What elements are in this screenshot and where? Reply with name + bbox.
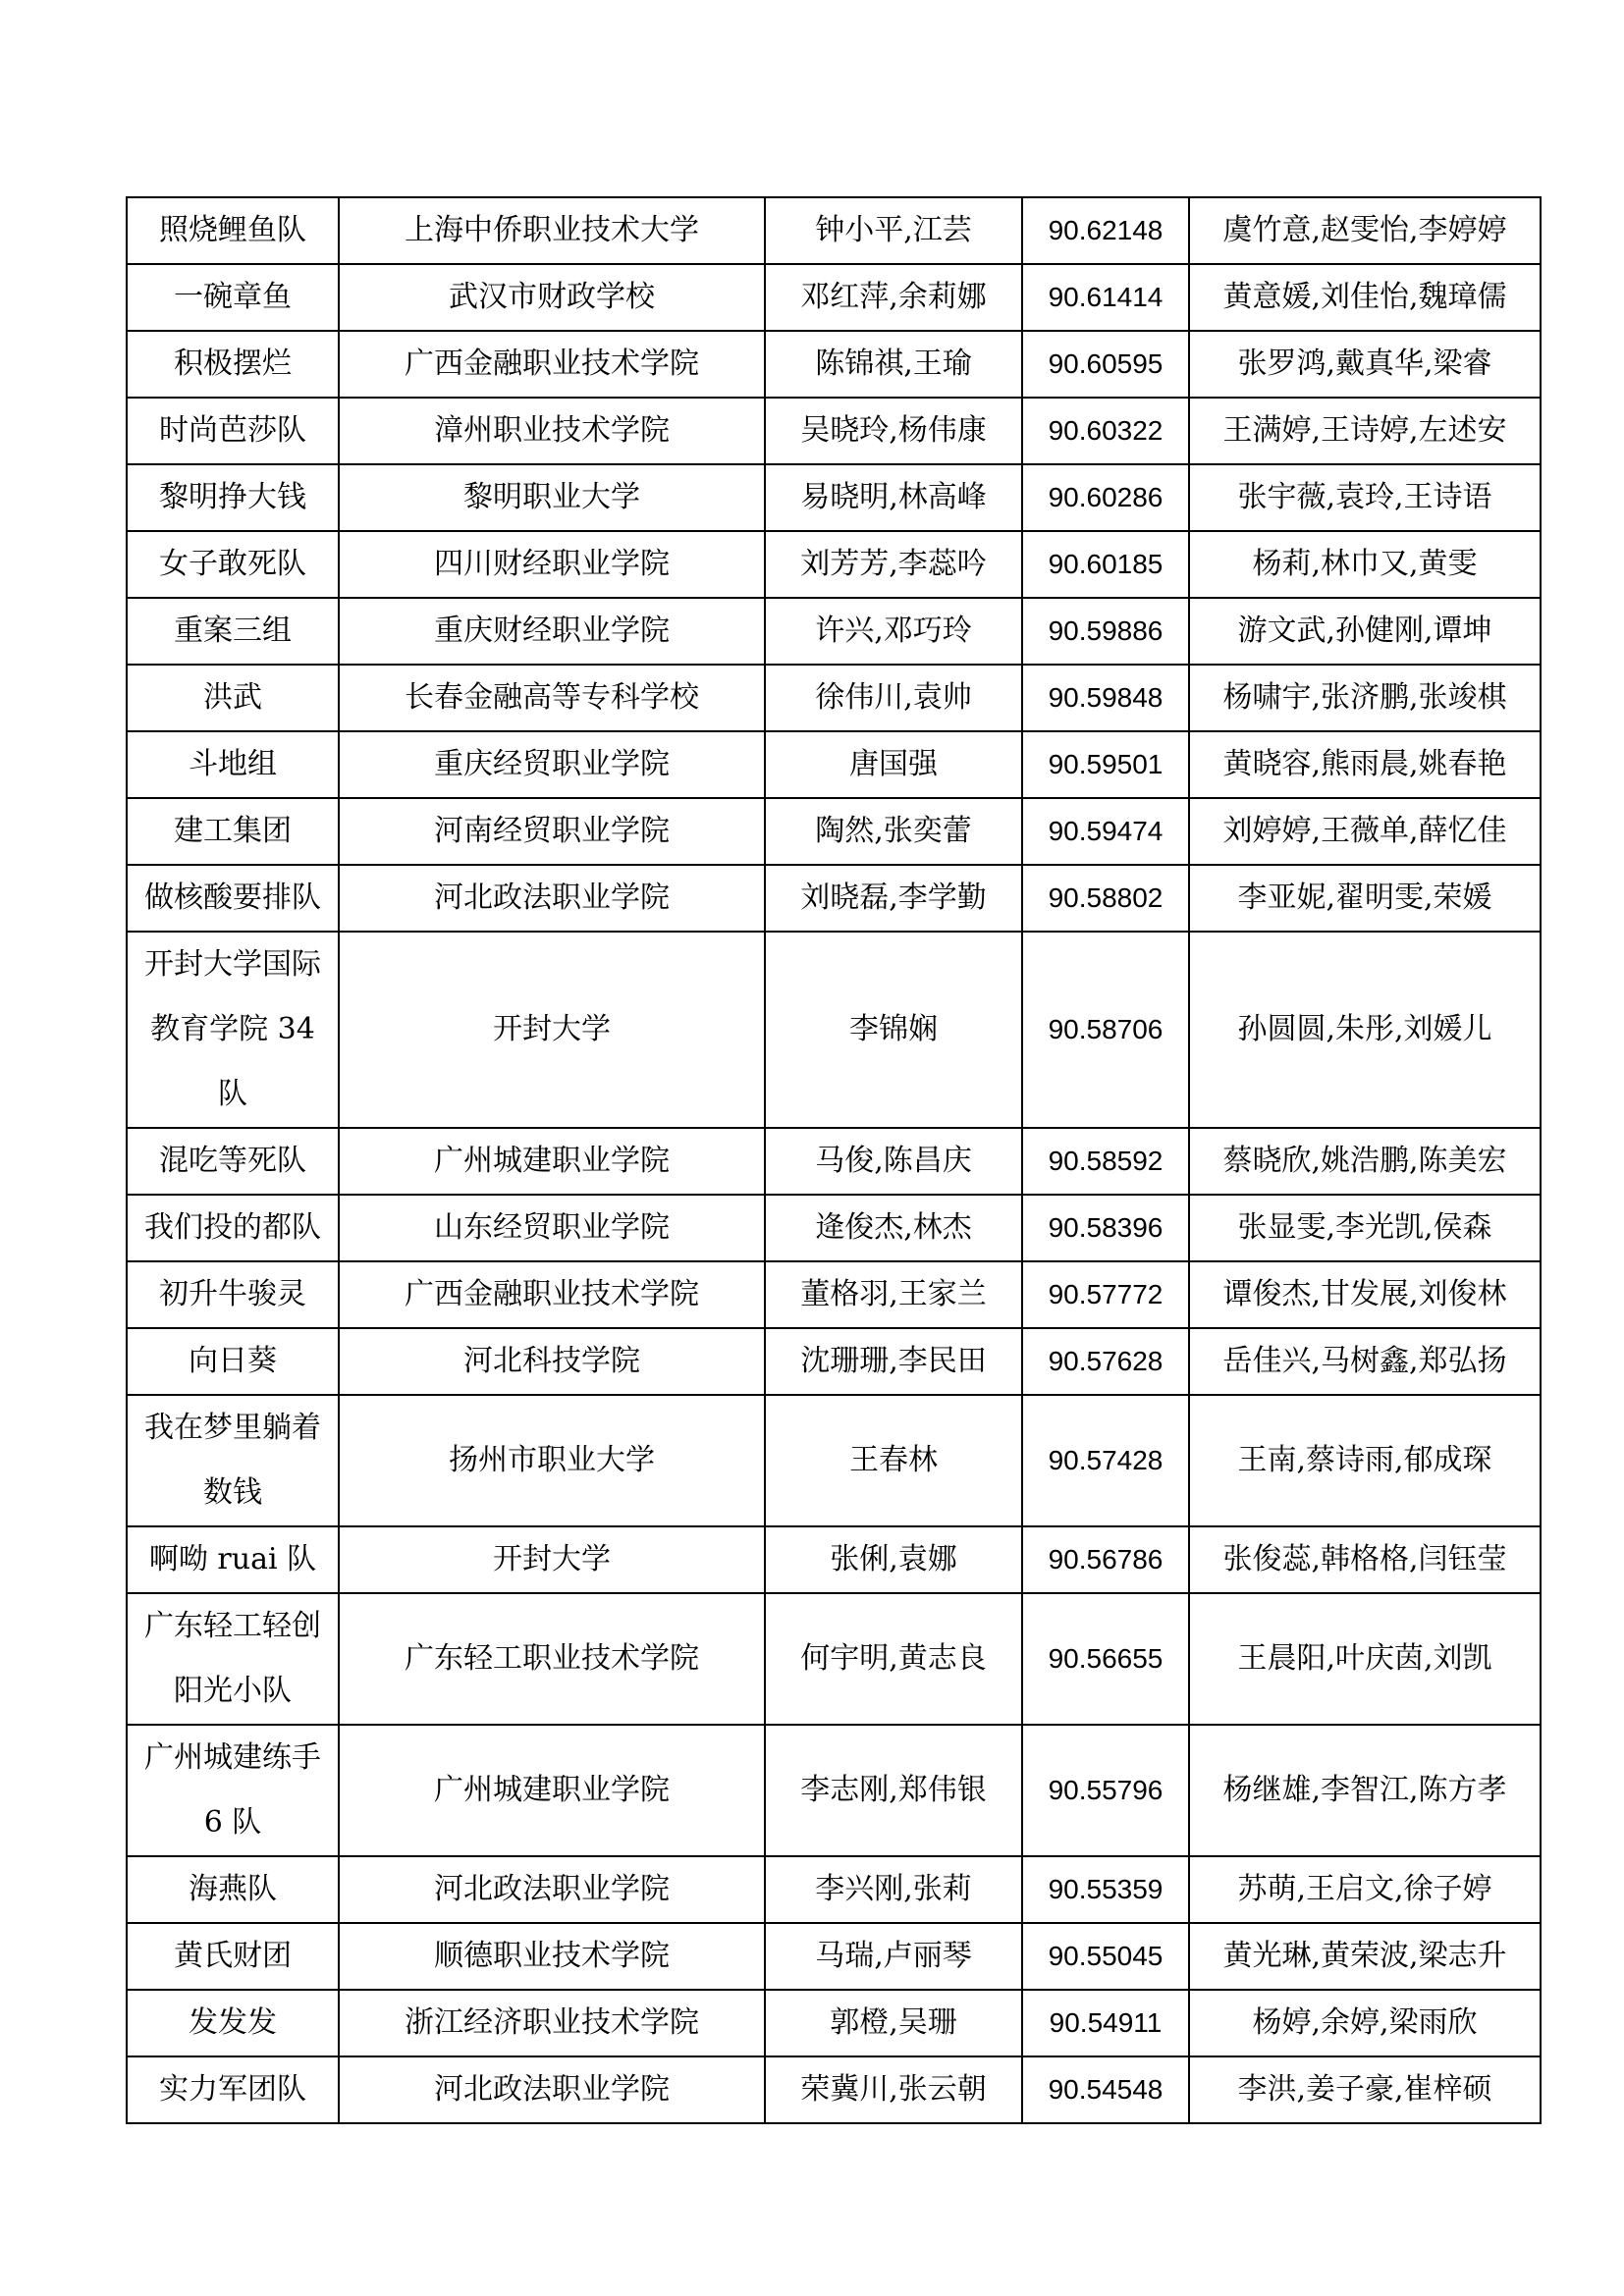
team-name-cell: 一碗章鱼 bbox=[127, 264, 339, 331]
advisor-cell: 陶然,张奕蕾 bbox=[765, 798, 1022, 865]
team-name-cell: 广东轻工轻创阳光小队 bbox=[127, 1593, 339, 1725]
score-cell: 90.58592 bbox=[1022, 1128, 1189, 1195]
members-cell: 刘婷婷,王薇单,薛忆佳 bbox=[1189, 798, 1541, 865]
table-row bbox=[127, 1856, 1541, 1923]
team-name-cell: 我们投的都队 bbox=[127, 1195, 339, 1261]
advisor-cell: 郭橙,吴珊 bbox=[765, 1990, 1022, 2056]
advisor-cell: 逄俊杰,林杰 bbox=[765, 1195, 1022, 1261]
members-cell: 王南,蔡诗雨,郁成琛 bbox=[1189, 1395, 1541, 1526]
score-cell: 90.60286 bbox=[1022, 464, 1189, 531]
school-name-cell: 广东轻工职业技术学院 bbox=[339, 1593, 765, 1725]
advisor-cell: 徐伟川,袁帅 bbox=[765, 665, 1022, 731]
members-cell: 杨继雄,李智江,陈方孝 bbox=[1189, 1725, 1541, 1856]
members-cell: 张宇薇,袁玲,王诗语 bbox=[1189, 464, 1541, 531]
score-cell: 90.55045 bbox=[1022, 1923, 1189, 1990]
advisor-cell: 董格羽,王家兰 bbox=[765, 1261, 1022, 1328]
members-cell: 杨婷,余婷,梁雨欣 bbox=[1189, 1990, 1541, 2056]
team-name-cell: 开封大学国际教育学院 34 队 bbox=[127, 932, 339, 1128]
score-cell: 90.60595 bbox=[1022, 331, 1189, 398]
score-cell: 90.56655 bbox=[1022, 1593, 1189, 1725]
advisor-cell: 王春林 bbox=[765, 1395, 1022, 1526]
advisor-cell: 刘晓磊,李学勤 bbox=[765, 865, 1022, 932]
score-cell: 90.58706 bbox=[1022, 932, 1189, 1128]
advisor-cell: 荣冀川,张云朝 bbox=[765, 2056, 1022, 2123]
table-row bbox=[127, 398, 1541, 464]
results-table bbox=[126, 196, 1542, 2124]
school-name-cell: 河南经贸职业学院 bbox=[339, 798, 765, 865]
members-cell: 杨啸宇,张济鹏,张竣棋 bbox=[1189, 665, 1541, 731]
score-cell: 90.57628 bbox=[1022, 1328, 1189, 1395]
school-name-cell: 顺德职业技术学院 bbox=[339, 1923, 765, 1990]
advisor-cell: 许兴,邓巧玲 bbox=[765, 598, 1022, 665]
score-cell: 90.55796 bbox=[1022, 1725, 1189, 1856]
score-cell: 90.57772 bbox=[1022, 1261, 1189, 1328]
table-row bbox=[127, 1128, 1541, 1195]
school-name-cell: 河北科技学院 bbox=[339, 1328, 765, 1395]
school-name-cell: 河北政法职业学院 bbox=[339, 2056, 765, 2123]
team-name-cell: 做核酸要排队 bbox=[127, 865, 339, 932]
score-cell: 90.56786 bbox=[1022, 1526, 1189, 1593]
team-name-cell: 向日葵 bbox=[127, 1328, 339, 1395]
score-cell: 90.60185 bbox=[1022, 531, 1189, 598]
table-row bbox=[127, 1526, 1541, 1593]
school-name-cell: 河北政法职业学院 bbox=[339, 865, 765, 932]
score-cell: 90.61414 bbox=[1022, 264, 1189, 331]
advisor-cell: 沈珊珊,李民田 bbox=[765, 1328, 1022, 1395]
school-name-cell: 重庆财经职业学院 bbox=[339, 598, 765, 665]
table-row bbox=[127, 1593, 1541, 1725]
school-name-cell: 河北政法职业学院 bbox=[339, 1856, 765, 1923]
table-row bbox=[127, 1725, 1541, 1856]
team-name-cell: 黎明挣大钱 bbox=[127, 464, 339, 531]
score-cell: 90.58802 bbox=[1022, 865, 1189, 932]
table-row bbox=[127, 1328, 1541, 1395]
members-cell: 李亚妮,翟明雯,荣媛 bbox=[1189, 865, 1541, 932]
table-row bbox=[127, 865, 1541, 932]
table-row bbox=[127, 1990, 1541, 2056]
team-name-cell: 我在梦里躺着数钱 bbox=[127, 1395, 339, 1526]
advisor-cell: 马瑞,卢丽琴 bbox=[765, 1923, 1022, 1990]
school-name-cell: 四川财经职业学院 bbox=[339, 531, 765, 598]
advisor-cell: 陈锦祺,王瑜 bbox=[765, 331, 1022, 398]
school-name-cell: 扬州市职业大学 bbox=[339, 1395, 765, 1526]
advisor-cell: 钟小平,江芸 bbox=[765, 197, 1022, 264]
advisor-cell: 张俐,袁娜 bbox=[765, 1526, 1022, 1593]
advisor-cell: 李锦娴 bbox=[765, 932, 1022, 1128]
team-name-cell: 啊呦 ruai 队 bbox=[127, 1526, 339, 1593]
table-row bbox=[127, 1923, 1541, 1990]
members-cell: 黄晓容,熊雨晨,姚春艳 bbox=[1189, 731, 1541, 798]
results-table-body bbox=[127, 197, 1541, 2123]
school-name-cell: 漳州职业技术学院 bbox=[339, 398, 765, 464]
team-name-cell: 发发发 bbox=[127, 1990, 339, 2056]
score-cell: 90.59474 bbox=[1022, 798, 1189, 865]
table-row bbox=[127, 464, 1541, 531]
table-row bbox=[127, 531, 1541, 598]
school-name-cell: 黎明职业大学 bbox=[339, 464, 765, 531]
members-cell: 张俊蕊,韩格格,闫钰莹 bbox=[1189, 1526, 1541, 1593]
score-cell: 90.58396 bbox=[1022, 1195, 1189, 1261]
advisor-cell: 易晓明,林高峰 bbox=[765, 464, 1022, 531]
members-cell: 王晨阳,叶庆茵,刘凯 bbox=[1189, 1593, 1541, 1725]
advisor-cell: 吴晓玲,杨伟康 bbox=[765, 398, 1022, 464]
members-cell: 孙圆圆,朱彤,刘媛儿 bbox=[1189, 932, 1541, 1128]
table-row bbox=[127, 798, 1541, 865]
team-name-cell: 海燕队 bbox=[127, 1856, 339, 1923]
team-name-cell: 初升牛骏灵 bbox=[127, 1261, 339, 1328]
school-name-cell: 浙江经济职业技术学院 bbox=[339, 1990, 765, 2056]
members-cell: 张显雯,李光凯,侯森 bbox=[1189, 1195, 1541, 1261]
advisor-cell: 李志刚,郑伟银 bbox=[765, 1725, 1022, 1856]
team-name-cell: 照烧鲤鱼队 bbox=[127, 197, 339, 264]
members-cell: 蔡晓欣,姚浩鹏,陈美宏 bbox=[1189, 1128, 1541, 1195]
table-row bbox=[127, 598, 1541, 665]
team-name-cell: 女子敢死队 bbox=[127, 531, 339, 598]
members-cell: 黄光琳,黄荣波,梁志升 bbox=[1189, 1923, 1541, 1990]
table-row bbox=[127, 264, 1541, 331]
score-cell: 90.54548 bbox=[1022, 2056, 1189, 2123]
members-cell: 李洪,姜子豪,崔梓硕 bbox=[1189, 2056, 1541, 2123]
school-name-cell: 重庆经贸职业学院 bbox=[339, 731, 765, 798]
team-name-cell: 实力军团队 bbox=[127, 2056, 339, 2123]
score-cell: 90.57428 bbox=[1022, 1395, 1189, 1526]
advisor-cell: 马俊,陈昌庆 bbox=[765, 1128, 1022, 1195]
score-cell: 90.59501 bbox=[1022, 731, 1189, 798]
score-cell: 90.62148 bbox=[1022, 197, 1189, 264]
team-name-cell: 混吃等死队 bbox=[127, 1128, 339, 1195]
score-cell: 90.54911 bbox=[1022, 1990, 1189, 2056]
members-cell: 黄意媛,刘佳怡,魏璋儒 bbox=[1189, 264, 1541, 331]
team-name-cell: 重案三组 bbox=[127, 598, 339, 665]
school-name-cell: 广州城建职业学院 bbox=[339, 1725, 765, 1856]
members-cell: 谭俊杰,甘发展,刘俊林 bbox=[1189, 1261, 1541, 1328]
team-name-cell: 积极摆烂 bbox=[127, 331, 339, 398]
team-name-cell: 黄氏财团 bbox=[127, 1923, 339, 1990]
team-name-cell: 斗地组 bbox=[127, 731, 339, 798]
table-row bbox=[127, 1195, 1541, 1261]
table-row bbox=[127, 197, 1541, 264]
table-row bbox=[127, 331, 1541, 398]
table-row bbox=[127, 731, 1541, 798]
school-name-cell: 上海中侨职业技术大学 bbox=[339, 197, 765, 264]
score-cell: 90.59848 bbox=[1022, 665, 1189, 731]
advisor-cell: 李兴刚,张莉 bbox=[765, 1856, 1022, 1923]
table-row bbox=[127, 1395, 1541, 1526]
team-name-cell: 建工集团 bbox=[127, 798, 339, 865]
members-cell: 苏萌,王启文,徐子婷 bbox=[1189, 1856, 1541, 1923]
advisor-cell: 何宇明,黄志良 bbox=[765, 1593, 1022, 1725]
members-cell: 张罗鸿,戴真华,梁睿 bbox=[1189, 331, 1541, 398]
school-name-cell: 广州城建职业学院 bbox=[339, 1128, 765, 1195]
school-name-cell: 武汉市财政学校 bbox=[339, 264, 765, 331]
members-cell: 杨莉,林巾又,黄雯 bbox=[1189, 531, 1541, 598]
school-name-cell: 开封大学 bbox=[339, 932, 765, 1128]
school-name-cell: 开封大学 bbox=[339, 1526, 765, 1593]
score-cell: 90.60322 bbox=[1022, 398, 1189, 464]
advisor-cell: 刘芳芳,李蕊吟 bbox=[765, 531, 1022, 598]
members-cell: 岳佳兴,马树鑫,郑弘扬 bbox=[1189, 1328, 1541, 1395]
team-name-cell: 洪武 bbox=[127, 665, 339, 731]
advisor-cell: 唐国强 bbox=[765, 731, 1022, 798]
score-cell: 90.55359 bbox=[1022, 1856, 1189, 1923]
school-name-cell: 山东经贸职业学院 bbox=[339, 1195, 765, 1261]
school-name-cell: 广西金融职业技术学院 bbox=[339, 331, 765, 398]
school-name-cell: 广西金融职业技术学院 bbox=[339, 1261, 765, 1328]
school-name-cell: 长春金融高等专科学校 bbox=[339, 665, 765, 731]
score-cell: 90.59886 bbox=[1022, 598, 1189, 665]
team-name-cell: 广州城建练手 6 队 bbox=[127, 1725, 339, 1856]
table-row bbox=[127, 1261, 1541, 1328]
members-cell: 王满婷,王诗婷,左述安 bbox=[1189, 398, 1541, 464]
table-row bbox=[127, 2056, 1541, 2123]
members-cell: 虞竹意,赵雯怡,李婷婷 bbox=[1189, 197, 1541, 264]
advisor-cell: 邓红萍,余莉娜 bbox=[765, 264, 1022, 331]
team-name-cell: 时尚芭莎队 bbox=[127, 398, 339, 464]
table-row bbox=[127, 665, 1541, 731]
members-cell: 游文武,孙健刚,谭坤 bbox=[1189, 598, 1541, 665]
table-row bbox=[127, 932, 1541, 1128]
